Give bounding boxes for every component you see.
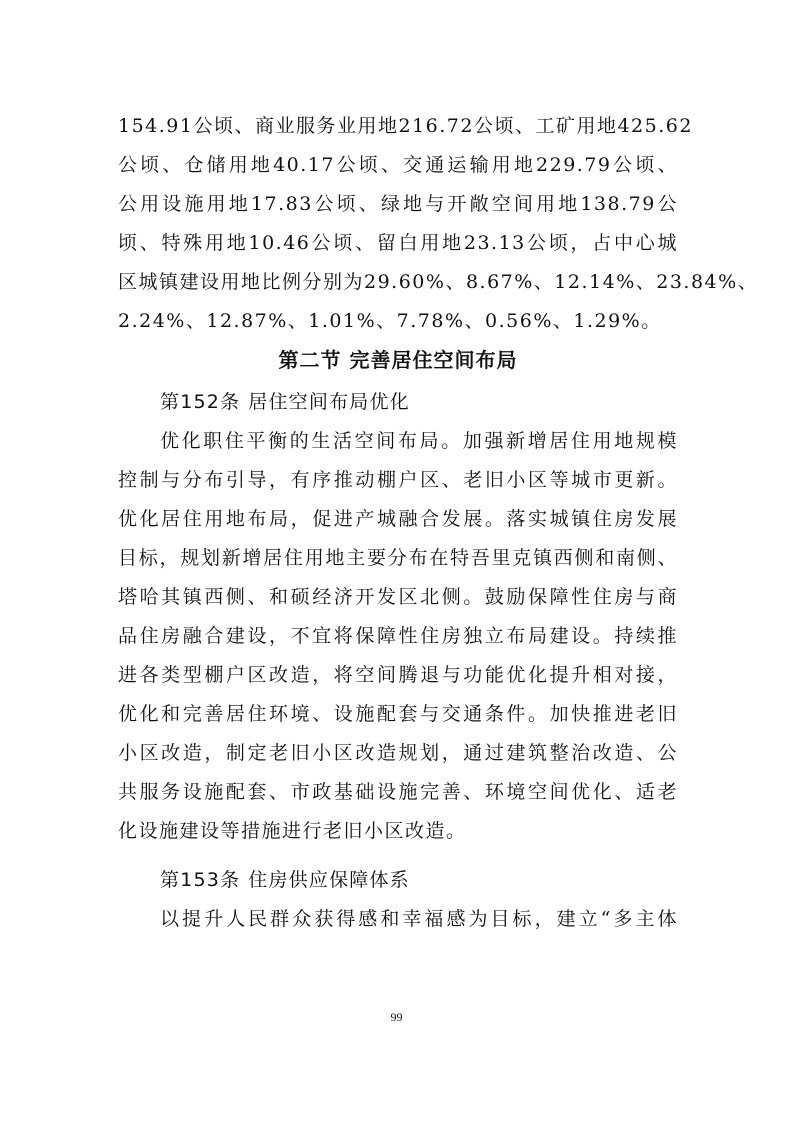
section-title: 第二节 完善居住空间布局: [278, 348, 518, 372]
paragraph-line: 公顷、仓储用地40.17公顷、交通运输用地229.79公顷、: [118, 154, 678, 176]
article-152-title: 居住空间布局优化: [248, 391, 410, 413]
paragraph-line: 154.91公顷、商业服务业用地216.72公顷、工矿用地425.62: [118, 115, 693, 137]
paragraph-line: 区城镇建设用地比例分别为29.60%、8.67%、12.14%、23.84%、: [118, 271, 759, 293]
article-152-line: 品住房融合建设，不宜将保障性住房独立布局建设。持续推: [118, 625, 678, 647]
article-152-line: 优化和完善居住环境、设施配套与交通条件。加快推进老旧: [118, 703, 678, 725]
article-153-heading: [160, 866, 410, 894]
article-152-line: 共服务设施配套、市政基础设施完善、环境空间优化、适老: [118, 781, 678, 803]
paragraph-line: 2.24%、12.87%、1.01%、7.78%、0.56%、1.29%。: [118, 310, 662, 332]
article-152-line: 优化居住用地布局，促进产城融合发展。落实城镇住房发展: [118, 508, 678, 530]
article-153-line: 以提升人民群众获得感和幸福感为目标，建立“多主体: [160, 908, 678, 930]
article-153-title: 住房供应保障体系: [248, 869, 410, 891]
paragraph-line: 公用设施用地17.83公顷、绿地与开敞空间用地138.79公: [118, 193, 678, 215]
article-152-line: 优化职住平衡的生活空间布局。加强新增居住用地规模: [160, 430, 678, 452]
article-152-line: 目标，规划新增居住用地主要分布在特吾里克镇西侧和南侧、: [118, 547, 678, 569]
article-152-number: 第152条: [160, 391, 241, 413]
article-152-line: 塔哈其镇西侧、和硕经济开发区北侧。鼓励保障性住房与商: [118, 586, 678, 608]
article-153-number: 第153条: [160, 869, 241, 891]
page-number: 99: [390, 1010, 403, 1024]
article-152-line: 小区改造，制定老旧小区改造规划，通过建筑整治改造、公: [118, 742, 678, 764]
paragraph-line: 顷、特殊用地10.46公顷、留白用地23.13公顷，占中心城: [118, 232, 678, 254]
article-152-line: 控制与分布引导，有序推动棚户区、老旧小区等城市更新。: [118, 469, 678, 491]
article-152-line: 化设施建设等措施进行老旧小区改造。: [118, 820, 467, 842]
article-152-heading: [160, 388, 410, 416]
article-152-line: 进各类型棚户区改造，将空间腾退与功能优化提升相对接，: [118, 664, 678, 686]
